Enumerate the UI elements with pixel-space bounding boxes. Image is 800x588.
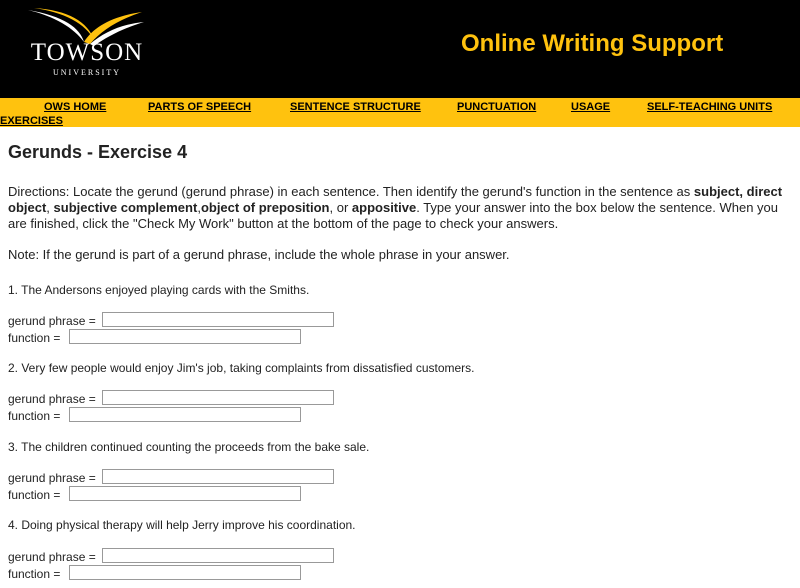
site-title: Online Writing Support [461, 30, 724, 57]
logo-wordmark: TOWSON [30, 39, 144, 66]
question-3-gerund-phrase-input[interactable] [102, 469, 334, 484]
directions-lead: Directions: Locate the gerund (gerund phrase) in each sentence. Then identify the gerund's function in the sentence as [8, 184, 694, 199]
directions-separator: , [46, 200, 54, 215]
nav-link-parts-of-speech[interactable]: PARTS OF SPEECH [148, 101, 252, 113]
question-4-text: 4. Doing physical therapy will help Jerry improve his coordination. [8, 518, 356, 532]
nav-link-ows-home[interactable]: OWS HOME [44, 101, 107, 113]
question-2-text: 2. Very few people would enjoy Jim's job, taking complaints from dissatisfied customers. [8, 361, 475, 375]
term-subject: subject, [693, 184, 744, 199]
main-navigation [0, 98, 800, 127]
site-header [0, 0, 800, 98]
question-4-gerund-phrase-label: gerund phrase = [8, 550, 96, 564]
question-4-gerund-phrase-input[interactable] [102, 548, 334, 563]
question-1-text: 1. The Andersons enjoyed playing cards with the Smiths. [8, 283, 310, 297]
nav-link-exercises[interactable]: EXERCISES [0, 115, 63, 127]
question-1-gerund-phrase-input[interactable] [102, 312, 334, 327]
question-3-text: 3. The children continued counting the proceeds from the bake sale. [8, 440, 370, 454]
note-text: Note: If the gerund is part of a gerund phrase, include the whole phrase in your answer. [8, 247, 510, 262]
nav-link-self-teaching-units[interactable]: SELF-TEACHING UNITS [647, 101, 773, 113]
term-subjective-complement: subjective complement [53, 200, 198, 215]
question-2-gerund-phrase-input[interactable] [102, 390, 334, 405]
directions-text [8, 184, 792, 232]
question-2-function-label: function = [8, 409, 61, 423]
directions-tail: . Type your answer into the box below the sentence. When you are finished, click the "Check My Work" button at the bottom of the page to check your answers. [8, 200, 779, 231]
question-1-gerund-phrase-label: gerund phrase = [8, 314, 96, 328]
nav-link-usage[interactable]: USAGE [571, 101, 611, 113]
question-1-function-input[interactable] [69, 329, 301, 344]
question-3-gerund-phrase-label: gerund phrase = [8, 471, 96, 485]
question-2-function-input[interactable] [69, 407, 301, 422]
question-4-function-input[interactable] [69, 565, 301, 580]
logo-subtitle: UNIVERSITY [53, 68, 121, 77]
directions-separator: , [197, 200, 201, 215]
nav-link-punctuation[interactable]: PUNCTUATION [457, 101, 537, 113]
directions-separator: , or [329, 200, 352, 215]
term-appositive: appositive [351, 200, 417, 215]
question-2-gerund-phrase-label: gerund phrase = [8, 392, 96, 406]
question-1-function-label: function = [8, 331, 61, 345]
page-title: Gerunds - Exercise 4 [8, 142, 188, 162]
nav-link-sentence-structure[interactable]: SENTENCE STRUCTURE [290, 101, 421, 113]
term-direct-object: direct object [8, 184, 783, 215]
term-object-of-preposition: object of preposition [200, 200, 330, 215]
question-4-function-label: function = [8, 567, 61, 581]
question-3-function-input[interactable] [69, 486, 301, 501]
question-3-function-label: function = [8, 488, 61, 502]
